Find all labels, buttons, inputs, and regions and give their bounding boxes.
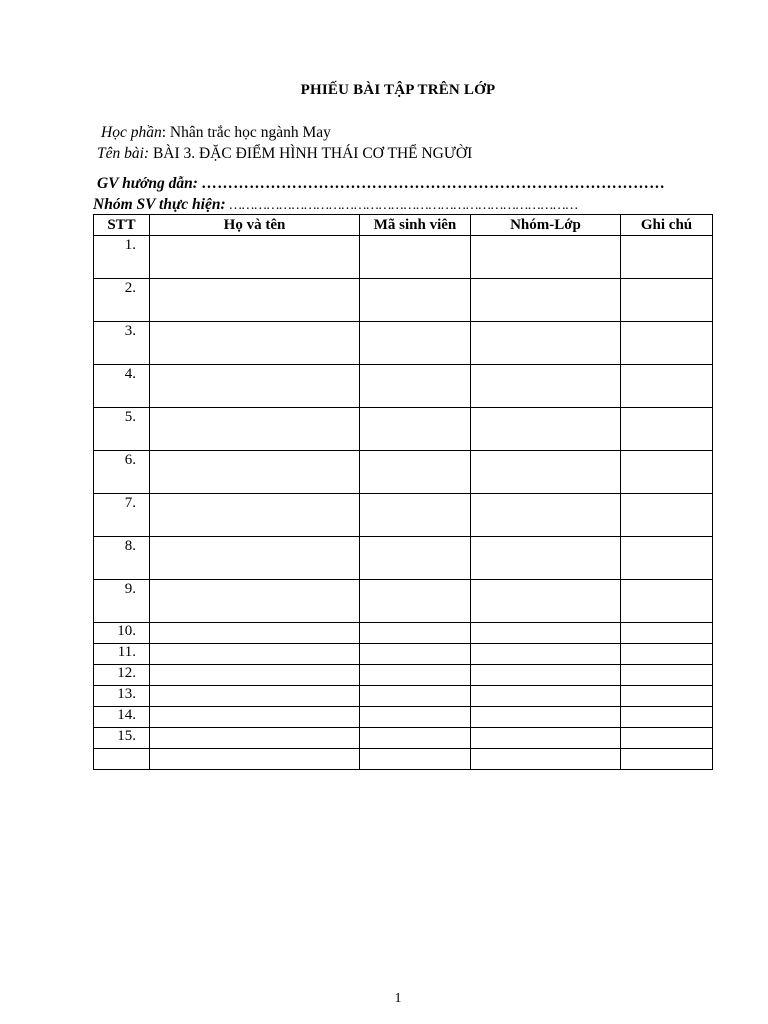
header-name: Họ và tên [150,215,360,236]
cell-stt: 4. [94,365,150,408]
cell-note[interactable] [621,322,713,365]
cell-stt [94,749,150,770]
instructor-line [97,175,666,193]
table-row [94,728,713,749]
cell-student-id[interactable] [360,665,471,686]
cell-note[interactable] [621,494,713,537]
cell-group-class[interactable] [471,494,621,537]
table-row [94,623,713,644]
lesson-line [97,145,472,163]
cell-student-id[interactable] [360,322,471,365]
cell-student-id[interactable] [360,728,471,749]
student-table [93,214,713,770]
cell-student-id[interactable] [360,494,471,537]
cell-stt: 2. [94,279,150,322]
cell-group-class[interactable] [471,623,621,644]
cell-note[interactable] [621,707,713,728]
cell-stt: 3. [94,322,150,365]
table-header-row [94,215,713,236]
cell-note[interactable] [621,665,713,686]
cell-group-class[interactable] [471,365,621,408]
cell-stt: 14. [94,707,150,728]
instructor-dots: …………………………………………………………………………… [201,175,666,192]
cell-name[interactable] [150,279,360,322]
cell-name[interactable] [150,365,360,408]
cell-name[interactable] [150,494,360,537]
cell-stt: 6. [94,451,150,494]
cell-stt: 9. [94,580,150,623]
cell-note[interactable] [621,408,713,451]
cell-stt: 1. [94,236,150,279]
table-row [94,580,713,623]
table-body [94,236,713,770]
cell-group-class[interactable] [471,728,621,749]
cell-name[interactable] [150,644,360,665]
table-row [94,408,713,451]
group-label: Nhóm SV thực hiện: [93,196,230,213]
table-row [94,451,713,494]
cell-stt: 13. [94,686,150,707]
table-row [94,749,713,770]
cell-name[interactable] [150,408,360,451]
cell-group-class[interactable] [471,707,621,728]
cell-stt: 11. [94,644,150,665]
cell-student-id[interactable] [360,451,471,494]
cell-stt: 8. [94,537,150,580]
table-row [94,365,713,408]
cell-student-id[interactable] [360,279,471,322]
header-stt: STT [94,215,150,236]
cell-group-class[interactable] [471,686,621,707]
cell-note[interactable] [621,749,713,770]
table-row [94,707,713,728]
cell-group-class[interactable] [471,236,621,279]
cell-name[interactable] [150,728,360,749]
instructor-label: GV hướng dẫn: [97,175,202,192]
table-row [94,236,713,279]
cell-group-class[interactable] [471,451,621,494]
cell-student-id[interactable] [360,623,471,644]
lesson-label: Tên bài: [97,145,150,162]
cell-name[interactable] [150,537,360,580]
cell-name[interactable] [150,665,360,686]
cell-group-class[interactable] [471,749,621,770]
table-row [94,494,713,537]
cell-note[interactable] [621,236,713,279]
cell-stt: 10. [94,623,150,644]
lesson-value: BÀI 3. ĐẶC ĐIỂM HÌNH THÁI CƠ THỂ NGƯỜI [149,145,473,162]
cell-name[interactable] [150,236,360,279]
header-group-class: Nhóm-Lớp [471,215,621,236]
cell-note[interactable] [621,580,713,623]
cell-stt: 5. [94,408,150,451]
cell-note[interactable] [621,537,713,580]
cell-student-id[interactable] [360,580,471,623]
cell-note[interactable] [621,728,713,749]
cell-student-id[interactable] [360,707,471,728]
cell-note[interactable] [621,644,713,665]
table-row [94,665,713,686]
group-dots: ………………………………………………………………………… [229,198,579,213]
cell-stt: 7. [94,494,150,537]
cell-note[interactable] [621,451,713,494]
cell-name[interactable] [150,749,360,770]
header-student-id: Mã sinh viên [360,215,471,236]
cell-student-id[interactable] [360,408,471,451]
table-row [94,686,713,707]
cell-stt: 15. [94,728,150,749]
course-line [101,124,331,142]
group-line [93,196,578,214]
cell-note[interactable] [621,623,713,644]
cell-group-class[interactable] [471,322,621,365]
header-note: Ghi chú [621,215,713,236]
cell-student-id[interactable] [360,644,471,665]
cell-name[interactable] [150,707,360,728]
table-row [94,279,713,322]
cell-note[interactable] [621,686,713,707]
cell-name[interactable] [150,451,360,494]
cell-group-class[interactable] [471,665,621,686]
cell-stt: 12. [94,665,150,686]
course-label: Học phần [101,124,162,141]
cell-group-class[interactable] [471,279,621,322]
cell-name[interactable] [150,580,360,623]
document-title: PHIẾU BÀI TẬP TRÊN LỚP [300,82,496,98]
table-row [94,644,713,665]
cell-group-class[interactable] [471,580,621,623]
cell-student-id[interactable] [360,365,471,408]
cell-name[interactable] [150,322,360,365]
cell-note[interactable] [621,279,713,322]
cell-name[interactable] [150,686,360,707]
page-number: 1 [394,991,402,1006]
cell-student-id[interactable] [360,749,471,770]
cell-note[interactable] [621,365,713,408]
cell-name[interactable] [150,623,360,644]
course-value: : Nhân trắc học ngành May [161,124,331,141]
cell-student-id[interactable] [360,537,471,580]
cell-group-class[interactable] [471,537,621,580]
cell-student-id[interactable] [360,686,471,707]
table-row [94,322,713,365]
cell-group-class[interactable] [471,644,621,665]
cell-group-class[interactable] [471,408,621,451]
cell-student-id[interactable] [360,236,471,279]
table-row [94,537,713,580]
